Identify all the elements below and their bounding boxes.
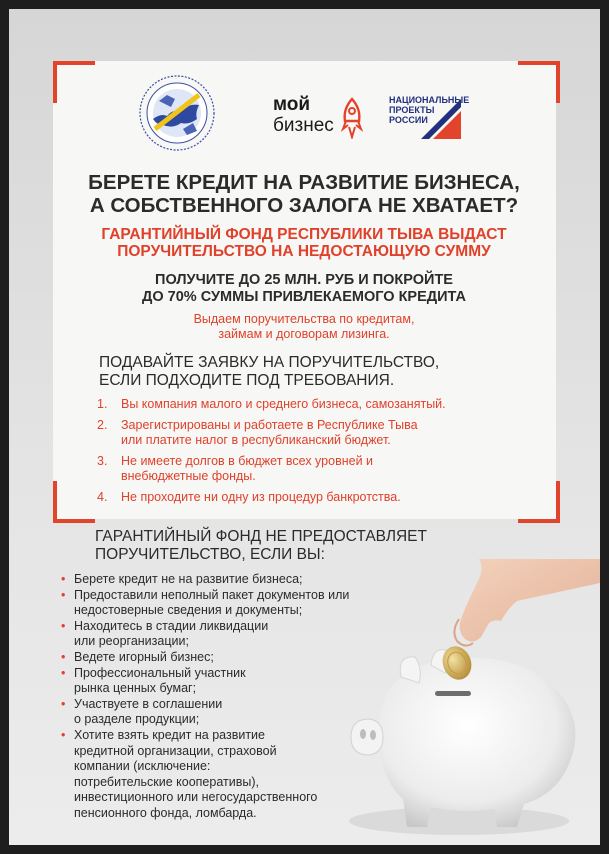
conditions-list — [59, 572, 379, 822]
corner-bracket-bottom-left — [53, 481, 95, 523]
np-line: ПРОЕКТЫ — [389, 105, 435, 115]
condition-text: • Берете кредит не на развитие бизнеса; — [74, 572, 303, 586]
requirement-number: 2. — [97, 418, 108, 432]
offer-sub-line: займам и договорам лизинга. — [218, 327, 390, 341]
headline — [69, 171, 539, 217]
requirement-number: 3. — [97, 454, 108, 468]
headline-line: БЕРЕТЕ КРЕДИТ НА РАЗВИТИЕ БИЗНЕСА, — [88, 171, 520, 194]
logo-biznes-text: бизнес — [273, 115, 334, 136]
condition-text: о разделе продукции; — [74, 712, 200, 727]
rocket-icon — [339, 97, 365, 144]
condition-text: • Ведете игорный бизнес; — [74, 649, 214, 664]
offer-line: ДО 70% СУММЫ ПРИВЛЕКАЕМОГО КРЕДИТА — [142, 289, 466, 305]
fund-line: ПОРУЧИТЕЛЬСТВО НА НЕДОСТАЮЩУЮ СУММУ — [117, 243, 491, 260]
condition-text: • Участвуете в соглашении — [74, 696, 223, 711]
condition-text: пенсионного фонда, ломбарда. — [74, 805, 257, 820]
offer-sub-line: Выдаем поручительства по кредитам, — [193, 312, 415, 326]
requirement-text: Не проходите ни одну из процедур банкротства. — [121, 490, 401, 504]
guarantee-line: ПОРУЧИТЕЛЬСТВО, ЕСЛИ ВЫ: — [95, 546, 325, 563]
hand-coin-icon — [438, 559, 600, 684]
headline-line: А СОБСТВЕННОГО ЗАЛОГА НЕ ХВАТАЕТ? — [89, 194, 519, 217]
requirement-text: Зарегистрированы и работаете в Республике Тыва — [121, 418, 418, 432]
condition-text: • Находитесь в стадии ликвидации — [74, 618, 269, 633]
requirements-list — [97, 397, 537, 511]
logo-moy-text: мой — [273, 94, 311, 115]
condition-text: • Предоставили неполный пакет документов или — [74, 587, 350, 602]
condition-text: кредитной организации, страховой — [74, 743, 277, 758]
condition-item — [59, 697, 379, 728]
guarantee-line: ГАРАНТИЙНЫЙ ФОНД НЕ ПРЕДОСТАВЛЯЕТ — [95, 528, 427, 545]
piggy-bank-illustration — [339, 559, 600, 845]
condition-item — [59, 572, 379, 588]
apply-line: ЕСЛИ ПОДХОДИТЕ ПОД ТРЕБОВАНИЯ. — [99, 372, 395, 389]
condition-text: рынка ценных бумаг; — [74, 681, 197, 696]
offer-subtext — [69, 312, 539, 342]
condition-item — [59, 650, 379, 666]
requirement-number: 4. — [97, 490, 108, 504]
apply-line: ПОДАВАЙТЕ ЗАЯВКУ НА ПОРУЧИТЕЛЬСТВО, — [99, 354, 440, 371]
national-projects-text — [389, 95, 469, 125]
fund-statement — [69, 226, 539, 260]
offer-heading — [69, 272, 539, 306]
corner-bracket-top-left — [53, 61, 95, 103]
national-projects-logo — [387, 93, 470, 139]
condition-item — [59, 588, 379, 619]
condition-text: инвестиционного или негосударственного — [74, 790, 318, 805]
moy-biznes-logo — [273, 95, 373, 145]
requirement-item — [97, 454, 537, 484]
fund-line: ГАРАНТИЙНЫЙ ФОНД РЕСПУБЛИКИ ТЫВА ВЫДАСТ — [101, 226, 507, 243]
requirement-number: 1. — [97, 397, 108, 411]
apply-heading — [99, 354, 529, 390]
poster — [9, 9, 600, 845]
ministry-emblem-icon — [137, 73, 217, 153]
condition-text: компании (исключение: — [74, 759, 211, 774]
requirement-item — [97, 418, 537, 448]
condition-item — [59, 728, 379, 822]
requirement-text: или платите налог в республиканский бюджет. — [121, 433, 391, 447]
condition-text: или реорганизации; — [74, 634, 189, 649]
requirement-text: Не имеете долгов в бюджет всех уровней и — [121, 454, 374, 468]
condition-text: • Профессиональный участник — [74, 665, 246, 680]
condition-text: • Хотите взять кредит на развитие — [74, 727, 265, 742]
condition-item — [59, 619, 379, 650]
np-line: НАЦИОНАЛЬНЫЕ — [389, 95, 470, 105]
requirement-text: внебюджетные фонды. — [121, 469, 256, 483]
requirement-text: Вы компания малого и среднего бизнеса, самозанятый. — [121, 397, 446, 411]
requirement-item — [97, 397, 537, 412]
requirement-item — [97, 490, 537, 505]
corner-bracket-top-right — [518, 61, 560, 103]
offer-line: ПОЛУЧИТЕ ДО 25 МЛН. РУБ И ПОКРОЙТЕ — [155, 272, 453, 288]
condition-item — [59, 666, 379, 697]
condition-text: недостоверные сведения и документы; — [74, 603, 303, 618]
np-line: РОССИИ — [389, 115, 428, 125]
condition-text: потребительские кооперативы), — [74, 774, 259, 789]
